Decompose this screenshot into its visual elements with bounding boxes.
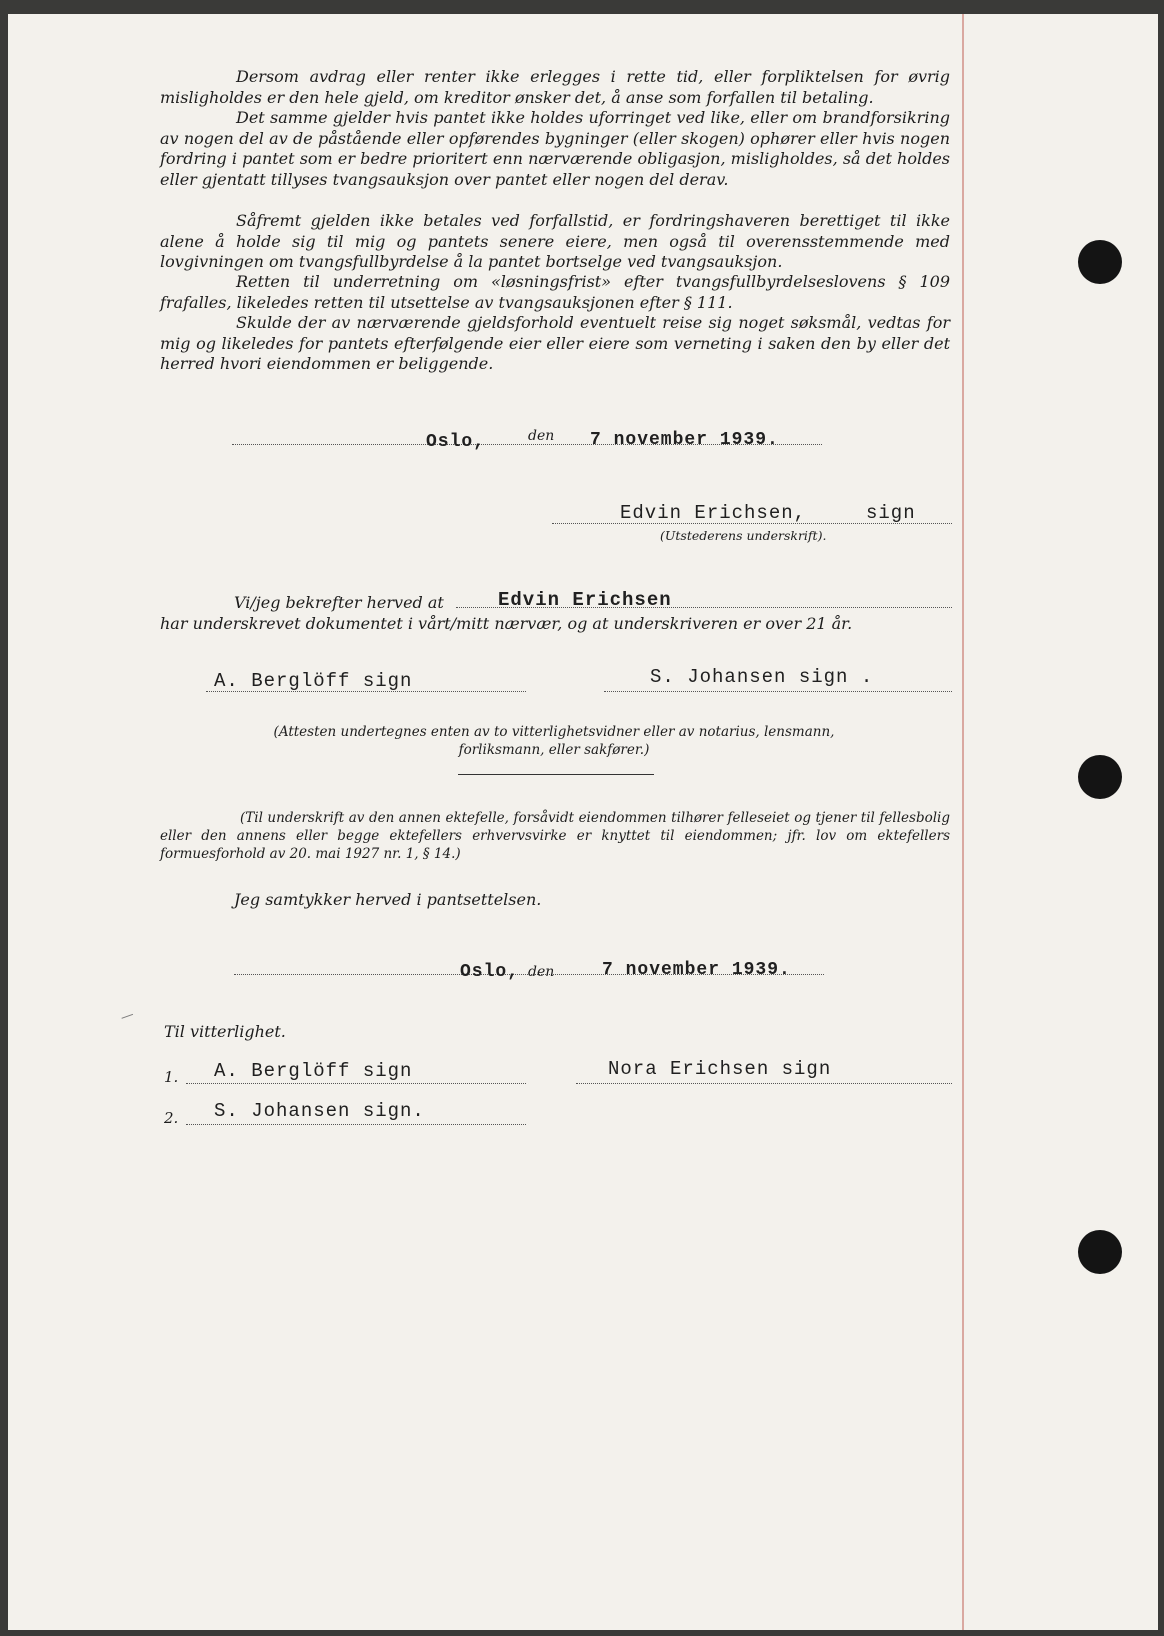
witness-number-1: 1. — [164, 1068, 179, 1086]
attest-note: (Attesten undertegnes enten av to vitterlighetsvidner eller av notarius, lensmann, forliksmann, eller sakfører.) — [273, 724, 835, 758]
spouse-sign-line — [576, 1083, 952, 1084]
issue-den-label: den — [528, 428, 555, 444]
punch-hole-middle — [1078, 755, 1122, 799]
pencil-mark: | — [120, 1011, 136, 1021]
attest-line1: Vi/jeg bekrefter herved at — [234, 593, 444, 612]
attest-line2: har underskrevet dokumentet i vårt/mitt nærvær, og at underskriveren er over 21 år. — [160, 614, 853, 633]
attest-witness2: S. Johansen sign . — [650, 666, 874, 688]
spouse-witness1-line — [186, 1083, 526, 1084]
margin-rule — [962, 14, 964, 1630]
spouse-witness2-line — [186, 1124, 526, 1125]
spouse-den-label: den — [528, 964, 555, 980]
spouse-signature: Nora Erichsen sign — [608, 1058, 832, 1080]
issue-place: Oslo, — [426, 432, 486, 452]
spouse-witness1: A. Berglöff sign — [214, 1060, 413, 1082]
witness-number-2: 2. — [164, 1109, 179, 1127]
spouse-consent: Jeg samtykker herved i pantsettelsen. — [234, 890, 542, 909]
issuer-sign: sign — [866, 502, 916, 524]
spouse-date: 7 november 1939. — [602, 960, 791, 980]
spouse-note: (Til underskrift av den annen ektefelle, forsåvidt eiendommen tilhører felleseiet og tjener til fellesbolig eller den annens eller begge ektefellers erhvervsvirke er knyttet til eiendommen; jfr. lov om ektefellers formuesforhold av 20. mai 1927 nr. 1, § 14.) — [160, 810, 950, 862]
spouse-witness2: S. Johansen sign. — [214, 1100, 425, 1122]
punch-hole-top — [1078, 240, 1122, 284]
spouse-place: Oslo, — [460, 962, 520, 982]
witness-heading: Til vitterlighet. — [164, 1022, 286, 1041]
document-page — [8, 14, 1158, 1630]
paragraph-venue: Skulde der av nærværende gjeldsforhold eventuelt reise sig noget søksmål, vedtas for mig og likeledes for pantets efterfølgende eier eller eiere som verneting i saken den by eller det herred hvori eiendommen er beliggende. — [160, 313, 950, 374]
attest-name: Edvin Erichsen — [498, 589, 672, 611]
witness2-line — [604, 691, 952, 692]
paragraph-maintenance: Det samme gjelder hvis pantet ikke holdes uforringet ved like, eller om brandforsikring av nogen del av de påstående eller opførendes bygninger (eller skogen) ophører eller hvis nogen fordring i pantet som er bedre prioritert enn nærværende obligasjon, misligholdes, så det holdes eller gjentatt tillyses tvangsauksjon over pantet eller nogen del derav. — [160, 108, 950, 189]
paragraph-due: Såfremt gjelden ikke betales ved forfallstid, er fordringshaveren berettiget til ikke alene å holde sig til mig og pantets senere eiere, men også til overensstemmende med lovgivningen om tvangsfullbyrdelse å la pantet bortselge ved tvangsauksjon. — [160, 211, 950, 272]
issue-date: 7 november 1939. — [590, 430, 779, 450]
issuer-name: Edvin Erichsen, — [620, 502, 807, 524]
separator-rule — [458, 774, 654, 775]
paragraph-notice: Retten til underretning om «løsningsfrist» efter tvangsfullbyrdelseslovens § 109 frafalles, likeledes retten til utsettelse av tvangsauksjonen efter § 111. — [160, 272, 950, 312]
issuer-caption: (Utstederens underskrift). — [660, 528, 827, 543]
paragraph-default: Dersom avdrag eller renter ikke erlegges i rette tid, eller forpliktelsen for øvrig misligholdes er den hele gjeld, om kreditor ønsker det, å anse som forfallen til betaling. — [160, 67, 950, 107]
punch-hole-bottom — [1078, 1230, 1122, 1274]
attest-witness1: A. Berglöff sign — [214, 670, 413, 692]
